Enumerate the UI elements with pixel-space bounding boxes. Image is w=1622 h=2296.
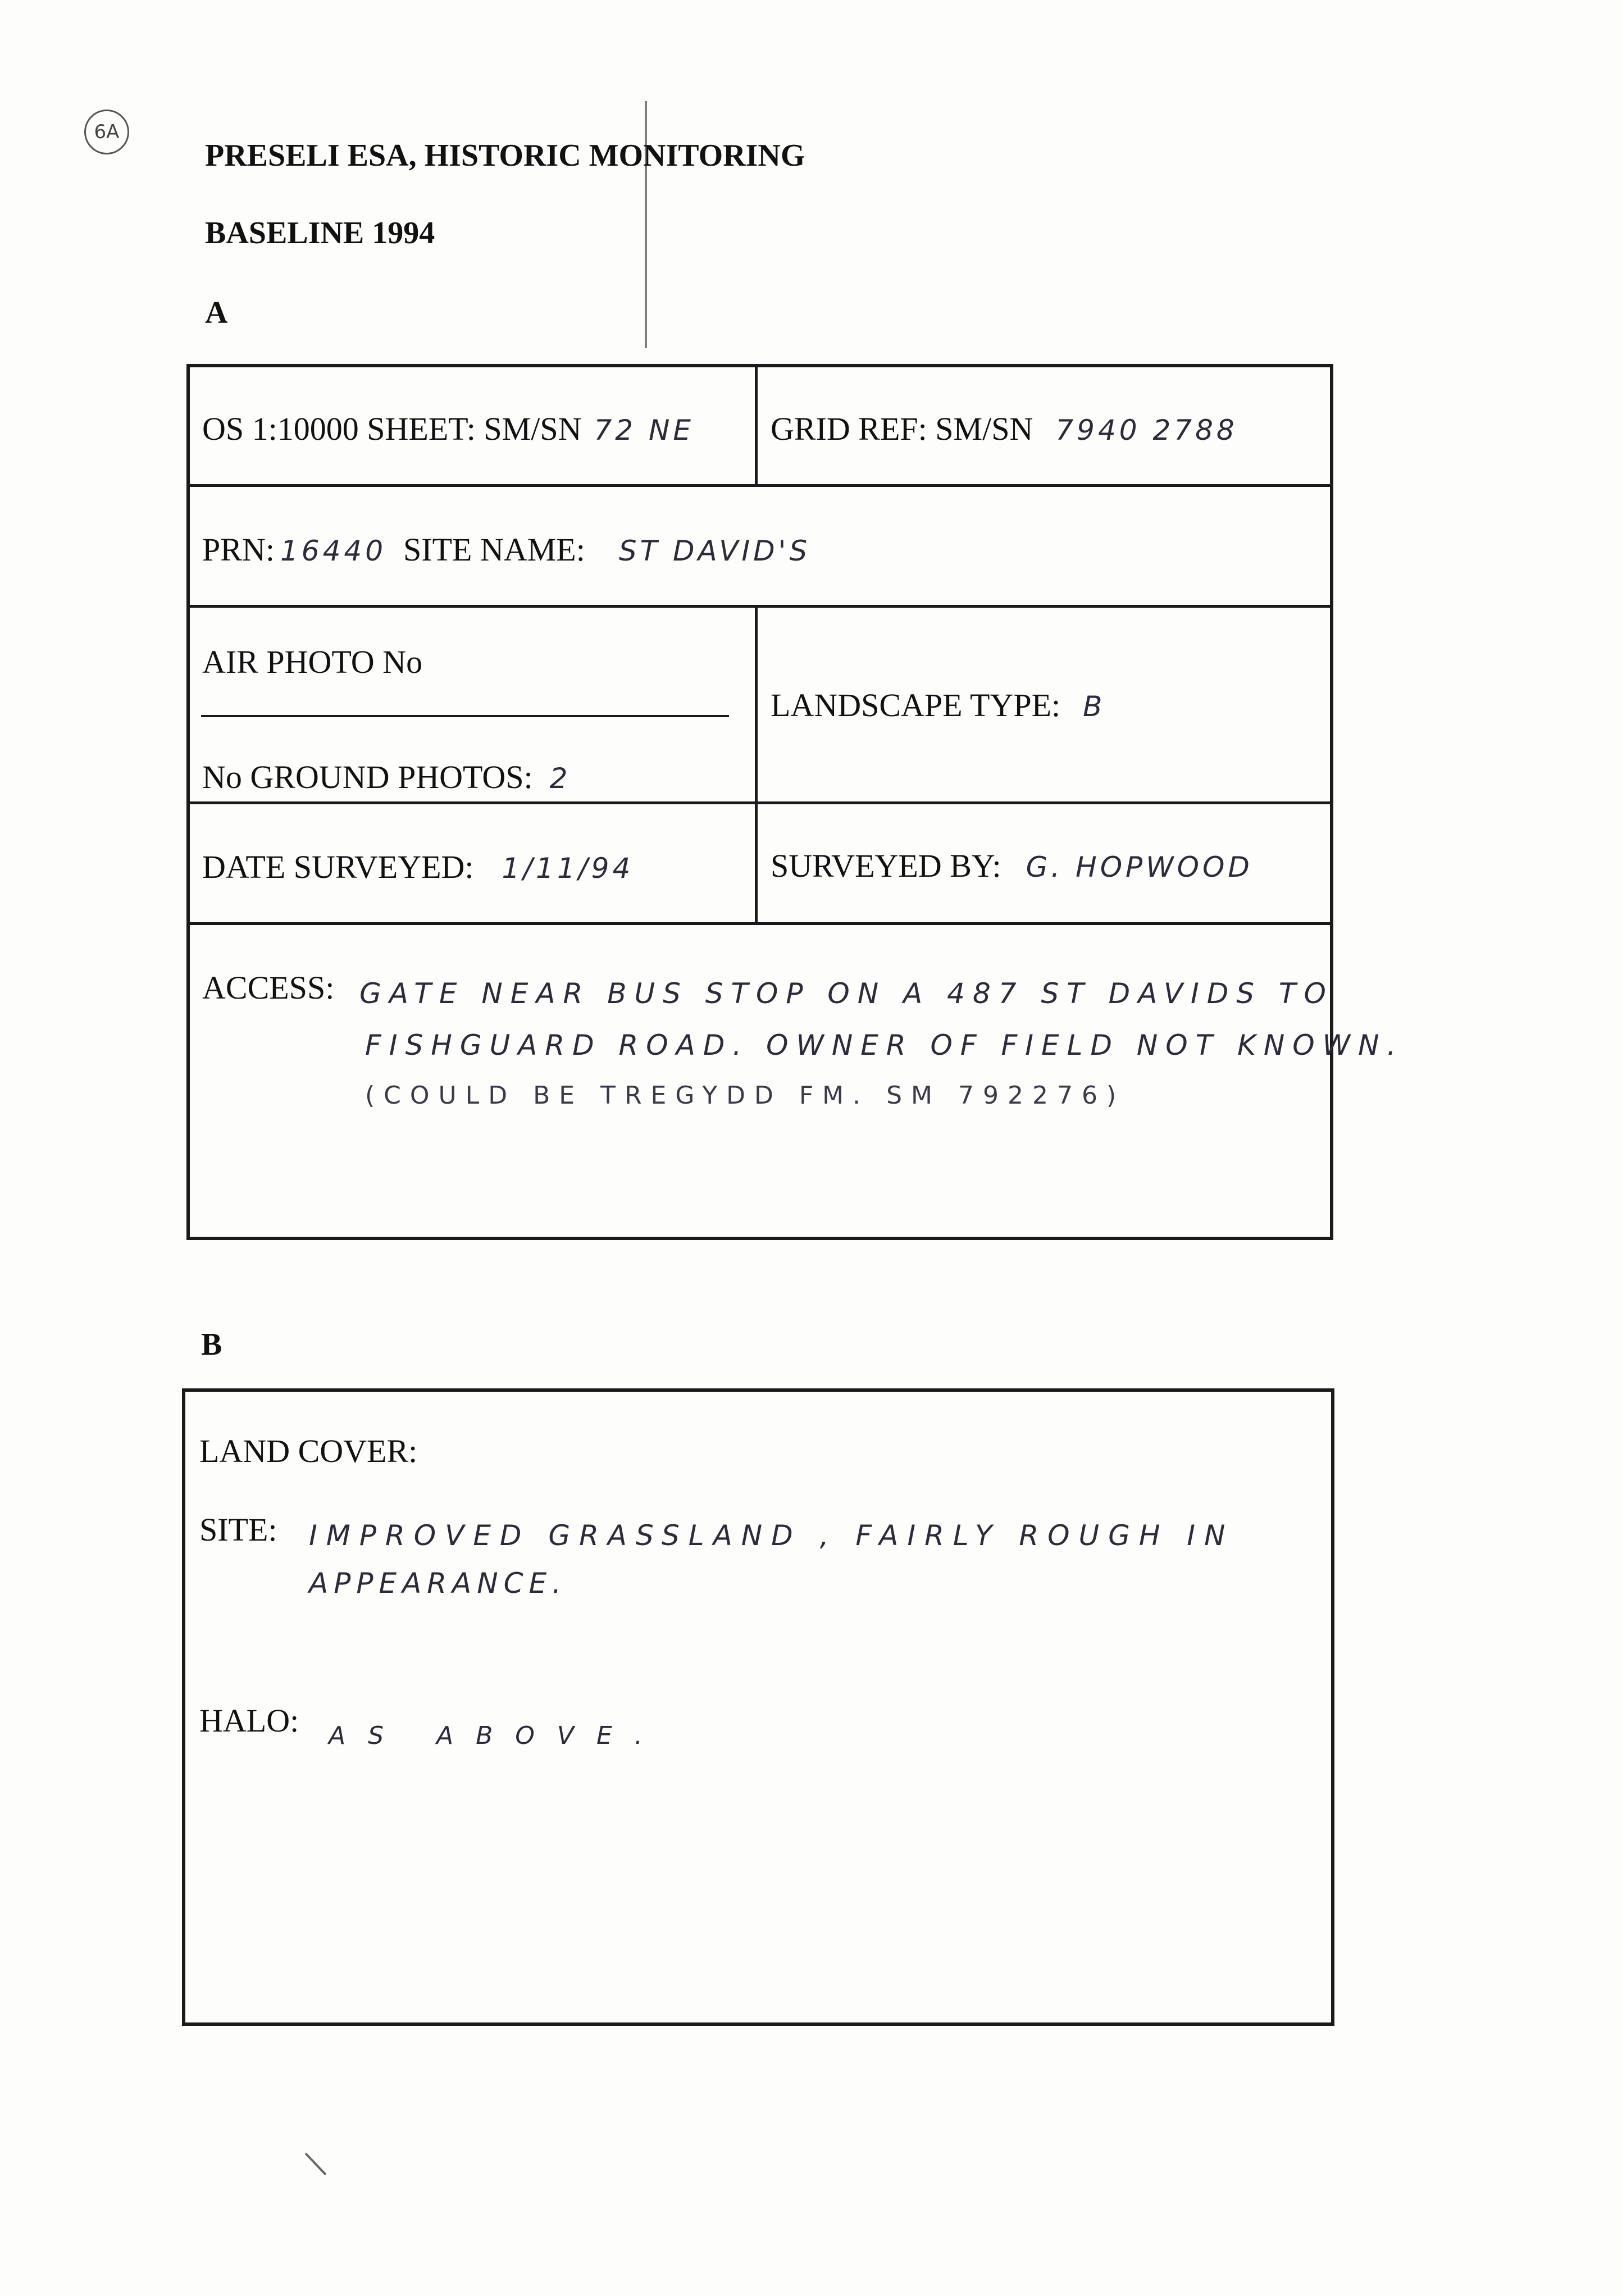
- ground-photos-label: No GROUND PHOTOS:: [202, 759, 533, 795]
- page-title: PRESELI ESA, HISTORIC MONITORING: [205, 138, 805, 173]
- page-annotation-text: 6A: [94, 121, 120, 143]
- grid-ref-field: [771, 410, 1238, 448]
- surveyed-by-field: [771, 847, 1253, 885]
- os-sheet-value: 72 NE: [594, 414, 695, 447]
- form-rule: [186, 922, 1333, 925]
- surveyed-by-label: SURVEYED BY:: [771, 848, 1001, 884]
- date-surveyed-value: 1/11/94: [502, 852, 634, 885]
- access-line-2: FISHGUARD ROAD. OWNER OF FIELD NOT KNOWN.: [365, 1029, 1404, 1062]
- section-a-heading: A: [205, 295, 228, 330]
- site-name-value: ST DAVID'S: [618, 535, 811, 567]
- form-divider: [755, 364, 758, 485]
- page-subtitle: BASELINE 1994: [205, 216, 435, 250]
- landscape-type-value: B: [1083, 690, 1106, 723]
- air-photo-label: AIR PHOTO No: [202, 644, 423, 680]
- land-cover-label: LAND COVER:: [199, 1433, 418, 1469]
- date-surveyed-field: [202, 848, 634, 886]
- access-line-3: (COULD BE TREGYDD FM. SM 792276): [365, 1081, 1126, 1110]
- grid-ref-label: GRID REF: SM/SN: [771, 411, 1033, 447]
- landscape-type-label: LANDSCAPE TYPE:: [771, 687, 1061, 723]
- ground-photos-value: 2: [549, 762, 571, 795]
- grid-ref-value: 7940 2788: [1055, 414, 1238, 447]
- halo-label: HALO:: [199, 1702, 299, 1739]
- access-line-1: GATE NEAR BUS STOP ON A 487 ST DAVIDS TO: [359, 977, 1334, 1010]
- ground-photos-field: [202, 758, 571, 796]
- surveyed-by-value: G. HOPWOOD: [1026, 851, 1253, 883]
- scan-mark: [303, 2151, 337, 2185]
- prn-label: PRN:: [202, 531, 275, 568]
- os-sheet-field: [202, 410, 694, 448]
- site-label: SITE:: [199, 1511, 277, 1548]
- halo-value: AS ABOVE.: [329, 1721, 665, 1750]
- air-photo-underline: [201, 715, 729, 717]
- section-b-form: [182, 1388, 1334, 2026]
- form-rule: [186, 605, 1333, 608]
- prn-value: 16440: [280, 535, 387, 567]
- site-cover-line-2: APPEARANCE.: [309, 1567, 567, 1600]
- form-rule: [186, 484, 1333, 487]
- form-rule: [186, 801, 1333, 804]
- page-annotation: [84, 110, 129, 154]
- site-cover-line-1: IMPROVED GRASSLAND , FAIRLY ROUGH IN: [309, 1519, 1234, 1552]
- site-name-label: SITE NAME:: [403, 531, 585, 568]
- date-surveyed-label: DATE SURVEYED:: [202, 849, 474, 885]
- prn-site-field: [202, 531, 810, 568]
- os-sheet-label: OS 1:10000 SHEET: SM/SN: [202, 411, 582, 447]
- access-label: ACCESS:: [202, 969, 335, 1006]
- landscape-type-field: [771, 686, 1105, 724]
- form-divider: [755, 605, 758, 923]
- section-b-heading: B: [201, 1327, 222, 1362]
